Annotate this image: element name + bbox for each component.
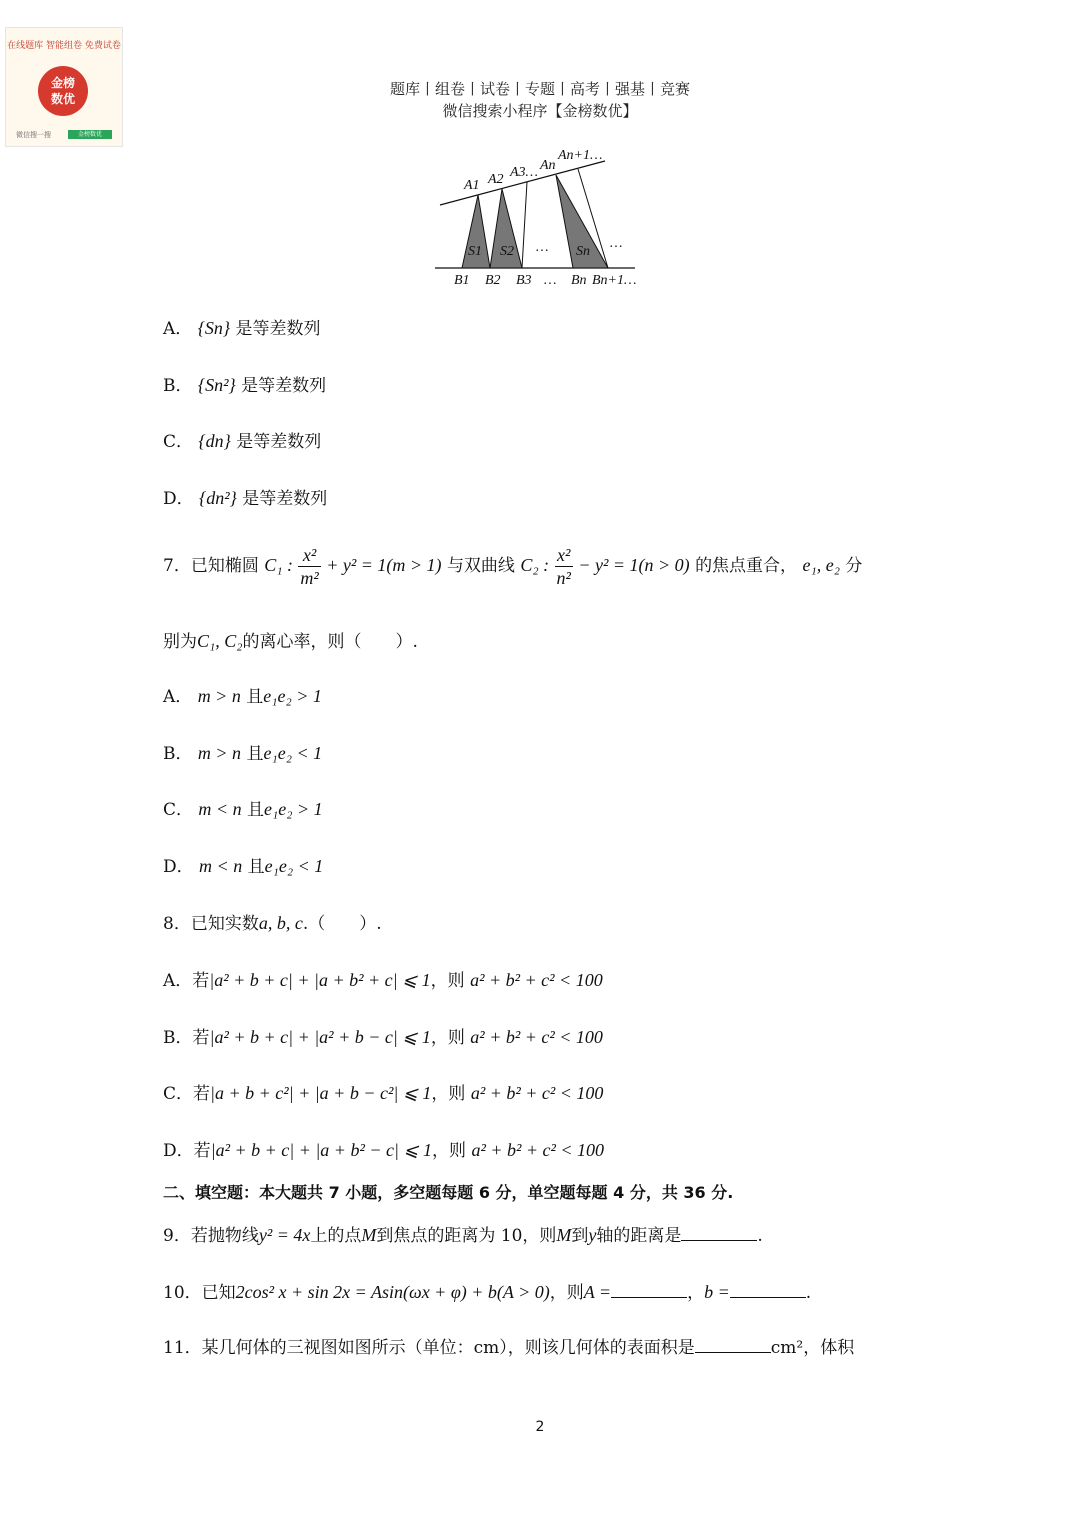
label-dots-right: … [610,236,623,251]
option-math: {dn²} [199,488,237,508]
q7-option-b [163,741,322,766]
q7-text-3: 的焦点重合， [695,556,798,576]
option-mid: 且 [247,857,265,877]
q8-math: a, b, c [258,913,303,933]
option-letter: B． [163,1028,193,1048]
option-mid: 且 [246,744,264,764]
q8-option-d [163,1138,604,1163]
q7-e: e₁, e₂ [802,555,840,575]
option-math: {Sn} [197,318,231,338]
label-s2: S2 [500,244,514,259]
label-b2: B2 [485,273,501,288]
option-mid: ，则 [431,1084,466,1104]
q8-option-c [163,1081,603,1106]
label-dots-mid: … [536,240,549,255]
option-cond: |a² + b + c| + |a² + b − c| ⩽ 1 [209,1027,431,1047]
header-line1: 题库丨组卷丨试卷丨专题丨高考丨强基丨竞赛 [389,80,690,98]
option-mid: ，则 [432,1141,467,1161]
label-bn1: Bn+1… [592,273,637,288]
q9-text-4: 到 [571,1226,589,1246]
option-math-2: e₁e₂ > 1 [263,686,322,706]
option-concl: a² + b² + c² < 100 [470,1083,604,1103]
option-math: {Sn²} [197,375,236,395]
page-number: 2 [535,1419,545,1435]
q8-option-b [163,1025,603,1050]
option-concl: a² + b² + c² < 100 [471,1140,605,1160]
answer-blank[interactable] [681,1224,757,1241]
option-letter: C． [163,432,194,452]
q7-c1: C₁ : [264,555,293,575]
q7-stem-line2 [163,629,418,654]
option-concl: a² + b² + c² < 100 [470,970,603,990]
option-letter: D． [163,489,194,509]
q7-option-a [163,684,322,709]
q7-text-2: 与双曲线 [446,556,515,576]
option-letter: B． [163,376,193,396]
question-number: 7． [163,556,191,576]
q6-option-b [163,373,326,398]
q9-text-3: 到焦点的距离为 10，则 [376,1226,557,1246]
option-text: 是等差数列 [241,376,327,396]
frac-num: x² [298,544,320,567]
q6-option-d [163,486,327,511]
q6-option-c [163,429,321,454]
option-mid: ，则 [430,1028,465,1048]
q7-line2-a: 别为 [163,632,197,652]
option-mid: 且 [246,687,264,707]
label-a2: A2 [488,172,504,187]
option-mid: 且 [246,800,264,820]
q11-text-1: 某几何体的三视图如图所示（单位：cm），则该几何体的表面积是 [201,1338,695,1358]
option-letter: A． [163,971,193,991]
option-math-2: e₁e₂ < 1 [264,856,324,876]
q7-fraction-2 [555,544,573,589]
label-b-dots: … [544,273,557,288]
label-s1: S1 [468,244,482,259]
option-letter: C． [163,1084,194,1104]
option-pre: 若 [192,971,210,991]
option-letter: A． [163,687,193,707]
option-math: {dn} [198,431,231,451]
option-letter: D． [163,1141,194,1161]
option-pre: 若 [193,1084,211,1104]
frac-den: n² [556,568,571,588]
q7-c2: C₂ : [520,555,550,575]
q7-ellipse-rest: + y² = 1(m > 1) [326,555,442,575]
label-a1: A1 [464,178,480,193]
q11-text-2: ，体积 [803,1338,855,1358]
option-mid: ，则 [430,971,465,991]
option-pre: 若 [192,1028,210,1048]
q10-math-3: b = [704,1282,730,1302]
q10-text-1: 已知 [201,1283,236,1303]
q8-text-2: .（ ）. [302,914,382,934]
q11-unit: cm² [770,1338,804,1358]
question-number: 8． [163,914,191,934]
q8-text-1: 已知实数 [190,914,259,934]
option-letter: A． [163,319,193,339]
q7-text-4: 分 [845,556,863,576]
option-letter: B． [163,744,193,764]
q10-math-2: A = [583,1282,612,1302]
header-line2: 微信搜索小程序【金榜数优】 [442,102,638,120]
option-text: 是等差数列 [236,432,322,452]
q7-hyperbola-rest: − y² = 1(n > 0) [578,555,690,575]
option-concl: a² + b² + c² < 100 [470,1027,603,1047]
option-math-2: e₁e₂ > 1 [263,799,323,819]
q9-end: . [757,1226,763,1246]
page-header [0,78,1080,122]
label-sn: Sn [576,244,590,259]
option-math-1: m > n [197,743,242,763]
q10-stem [163,1280,811,1305]
option-text: 是等差数列 [235,319,321,339]
q10-text-3: ， [687,1283,705,1303]
q7-stem-line1 [163,544,862,589]
answer-blank[interactable] [695,1336,771,1353]
question-number: 11． [163,1338,202,1358]
section-heading-fill-in: 二、填空题：本大题共 7 小题，多空题每题 6 分，单空题每题 4 分，共 36 分. [163,1183,734,1202]
option-pre: 若 [193,1141,211,1161]
option-math-1: m > n [197,686,241,706]
q9-text-2: 上的点 [310,1226,362,1246]
option-cond: |a² + b + c| + |a + b² − c| ⩽ 1 [210,1140,433,1160]
option-math-2: e₁e₂ < 1 [263,743,323,763]
q10-end: . [805,1283,812,1303]
q7-line2-math: C₁, C₂ [197,631,243,651]
option-cond: |a² + b + c| + |a + b² + c| ⩽ 1 [209,970,431,990]
q10-text-2: ，则 [549,1283,584,1303]
q9-text-5: 轴的距离是 [596,1226,682,1246]
q6-option-a [163,316,321,341]
q7-option-d [163,854,323,879]
option-letter: D． [163,857,194,877]
q8-stem [163,911,382,936]
q9-text-1: 若抛物线 [190,1226,259,1246]
question-number: 9． [163,1226,191,1246]
label-b1: B1 [454,273,470,288]
q9-math-3: M [556,1225,572,1245]
option-math-1: m < n [199,856,243,876]
q8-option-a [163,968,603,993]
label-b3: B3 [516,273,532,288]
option-cond: |a + b + c²| + |a + b − c²| ⩽ 1 [210,1083,432,1103]
label-an1: An+1… [558,148,603,163]
qr-footer-badge: 金榜数优 [68,130,112,139]
qr-arc-text: 在线题库 智能组卷 免费试卷 [7,41,121,51]
q7-option-c [163,797,323,822]
q7-fraction-1 [298,544,320,589]
answer-blank-a[interactable] [611,1281,687,1298]
q11-stem [163,1336,854,1360]
label-a3: A3… [510,165,538,180]
q7-line2-b: 的离心率，则（ ）. [242,632,418,652]
q9-math-4: y [588,1225,597,1245]
q9-math-2: M [361,1225,377,1245]
qr-footer-text: 微信搜一搜 [16,131,51,139]
frac-den: m² [300,568,319,588]
triangle-sequence-figure [430,143,645,293]
answer-blank-b[interactable] [730,1281,806,1298]
segment-a3b3 [522,182,527,268]
q9-math-1: y² = 4x [258,1225,311,1245]
option-math-1: m < n [198,799,242,819]
qr-logo-line2: 数优 [50,92,75,106]
q9-stem [163,1223,763,1248]
qr-logo-line1: 金榜 [50,76,75,90]
option-text: 是等差数列 [242,489,328,509]
frac-num: x² [555,544,573,567]
question-number: 10． [163,1283,202,1303]
q10-math-1: 2cos² x + sin 2x = Asin(ωx + φ) + b(A > 0) [235,1282,550,1302]
label-bn: Bn [571,273,587,288]
label-an: An [540,158,556,173]
option-letter: C． [163,800,194,820]
q7-text-1: 已知椭圆 [190,556,259,576]
